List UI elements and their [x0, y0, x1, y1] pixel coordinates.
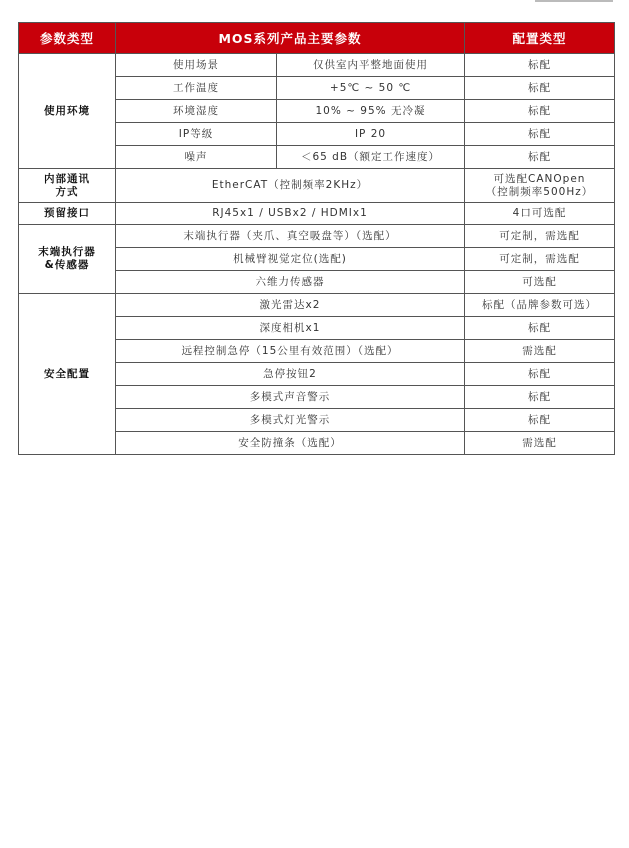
row-config: 标配 [465, 100, 615, 123]
row-label: 噪声 [116, 146, 277, 169]
category-endeff-line1: 末端执行器 [38, 246, 96, 258]
row-value: 末端执行器（夹爪、真空吸盘等）（选配） [116, 225, 465, 248]
category-endeff [19, 225, 116, 294]
row-value: 多模式声音警示 [116, 386, 465, 409]
table-row [19, 203, 615, 225]
header-config-type: 配置类型 [465, 23, 615, 54]
row-label: IP等级 [116, 123, 277, 146]
category-comm-line2: 方式 [55, 185, 79, 198]
row-config: 需选配 [465, 340, 615, 363]
row-config: 标配（品牌参数可选） [465, 294, 615, 317]
table-row [19, 225, 615, 248]
row-label: 工作温度 [116, 77, 277, 100]
row-config: 标配 [465, 409, 615, 432]
row-value: +5℃ ~ 50 ℃ [277, 77, 465, 100]
row-label: 使用场景 [116, 54, 277, 77]
header-param-type: 参数类型 [19, 23, 116, 54]
row-config: 标配 [465, 317, 615, 340]
category-ports: 预留接口 [19, 203, 116, 225]
table-row [19, 54, 615, 77]
top-divider [0, 0, 629, 4]
top-divider-bar [535, 0, 613, 2]
row-value: EtherCAT（控制频率2KHz） [116, 169, 465, 203]
row-value: 六维力传感器 [116, 271, 465, 294]
category-env: 使用环境 [19, 54, 116, 169]
spec-table [18, 22, 615, 455]
row-config: 需选配 [465, 432, 615, 455]
config-line2: （控制频率500Hz） [485, 185, 594, 198]
row-value: ＜65 dB（额定工作速度） [277, 146, 465, 169]
row-value: RJ45x1 / USBx2 / HDMIx1 [116, 203, 465, 225]
table-row [19, 294, 615, 317]
category-comm-line1: 内部通讯 [44, 172, 90, 185]
row-value: 远程控制急停（15公里有效范围）（选配） [116, 340, 465, 363]
row-config: 标配 [465, 123, 615, 146]
row-value: 仅供室内平整地面使用 [277, 54, 465, 77]
row-value: IP 20 [277, 123, 465, 146]
table-header-row [19, 23, 615, 54]
row-config: 标配 [465, 54, 615, 77]
row-value: 急停按钮2 [116, 363, 465, 386]
row-value: 安全防撞条（选配） [116, 432, 465, 455]
row-config: 可定制，需选配 [465, 248, 615, 271]
row-config: 标配 [465, 386, 615, 409]
header-main-params: MOS系列产品主要参数 [116, 23, 465, 54]
row-config: 可选配 [465, 271, 615, 294]
row-value: 多模式灯光警示 [116, 409, 465, 432]
table-row [19, 169, 615, 203]
category-endeff-line2: &传感器 [44, 259, 90, 271]
row-value: 激光雷达x2 [116, 294, 465, 317]
row-value: 机械臂视觉定位(选配) [116, 248, 465, 271]
row-config: 标配 [465, 146, 615, 169]
row-value: 10% ~ 95% 无冷凝 [277, 100, 465, 123]
row-config: 标配 [465, 363, 615, 386]
row-value: 深度相机x1 [116, 317, 465, 340]
row-label: 环境湿度 [116, 100, 277, 123]
row-config: 4口可选配 [465, 203, 615, 225]
row-config: 标配 [465, 77, 615, 100]
category-safety: 安全配置 [19, 294, 116, 455]
row-config [465, 169, 615, 203]
category-comm [19, 169, 116, 203]
config-line1: 可选配CANOpen [493, 172, 586, 185]
row-config: 可定制，需选配 [465, 225, 615, 248]
